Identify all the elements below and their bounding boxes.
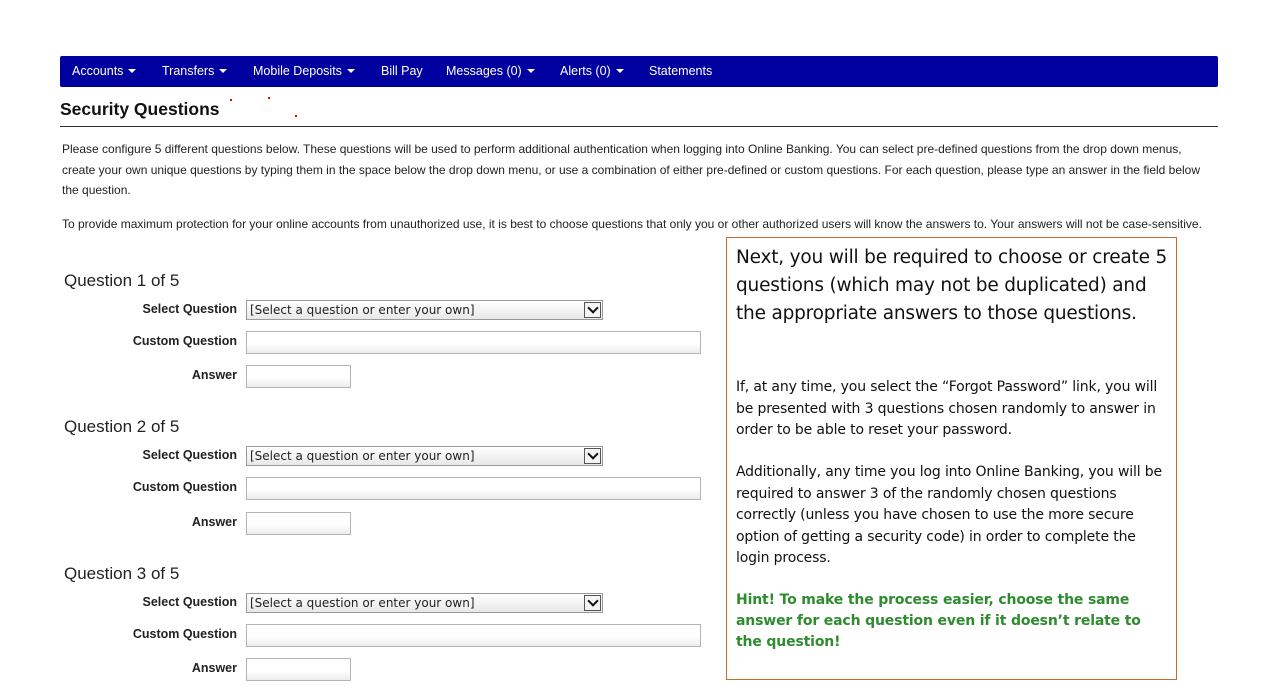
page-title: Security Questions <box>60 99 220 119</box>
question-2-select[interactable] <box>246 446 603 466</box>
select-question-label: Select Question <box>142 302 237 316</box>
nav-mobile-deposits-label: Mobile Deposits <box>253 64 342 78</box>
main-nav <box>60 56 1218 87</box>
custom-question-label: Custom Question <box>132 627 237 641</box>
caret-down-icon <box>219 69 227 73</box>
question-3-custom-input[interactable] <box>246 624 701 647</box>
intro-paragraph: Please configure 5 different questions below. These questions will be used to perform additional authentication when logging into Online Banking. You can select pre-defined questions from the drop down menus, create your own unique questions by typing them in the space below the drop down menu, or use a combination of either pre-defined or custom questions. For each question, please type an answer in the field below the question. <box>62 142 1201 197</box>
question-1-heading: Question 1 of 5 <box>64 271 180 290</box>
nav-transfers[interactable] <box>162 56 227 87</box>
artifact-dot <box>230 99 232 101</box>
question-1-select-value: [Select a question or enter your own] <box>250 303 475 317</box>
answer-label: Answer <box>191 515 237 529</box>
instruction-callout <box>726 237 1177 680</box>
question-2-answer-input[interactable] <box>246 512 351 535</box>
question-2-select-value: [Select a question or enter your own] <box>250 449 475 463</box>
nav-alerts[interactable] <box>560 56 624 87</box>
question-3-select[interactable] <box>246 593 603 613</box>
custom-question-label: Custom Question <box>132 480 237 494</box>
question-3-select-value: [Select a question or enter your own] <box>250 596 475 610</box>
chevron-down-icon <box>584 302 601 318</box>
callout-lead-text: Next, you will be required to choose or create 5 questions (which may not be duplicated) and the appropriate answers to those questions. <box>736 247 1168 324</box>
nav-messages[interactable] <box>446 56 535 87</box>
artifact-dot <box>268 97 270 99</box>
answer-label: Answer <box>191 661 237 675</box>
question-1-custom-input[interactable] <box>246 331 701 354</box>
caret-down-icon <box>527 69 535 73</box>
chevron-down-icon <box>584 595 601 611</box>
select-question-label: Select Question <box>142 595 237 609</box>
intro-paragraph-security: To provide maximum protection for your online accounts from unauthorized use, it is best to choose questions that only you or other authorized users will know the answers to. Your answers will not be case-sensitive. <box>62 217 1202 231</box>
answer-label: Answer <box>191 368 237 382</box>
nav-alerts-label: Alerts (0) <box>560 64 611 78</box>
chevron-down-icon <box>584 448 601 464</box>
caret-down-icon <box>347 69 355 73</box>
question-3-heading: Question 3 of 5 <box>64 564 180 583</box>
question-1-answer-input[interactable] <box>246 365 351 388</box>
nav-statements[interactable] <box>649 56 712 87</box>
caret-down-icon <box>128 69 136 73</box>
nav-accounts[interactable] <box>72 56 136 87</box>
nav-bill-pay[interactable] <box>381 56 423 87</box>
nav-statements-label: Statements <box>649 64 713 78</box>
nav-mobile-deposits[interactable] <box>253 56 355 87</box>
question-3-answer-input[interactable] <box>246 658 351 681</box>
nav-accounts-label: Accounts <box>72 64 124 78</box>
nav-bill-pay-label: Bill Pay <box>381 64 423 78</box>
caret-down-icon <box>616 69 624 73</box>
custom-question-label: Custom Question <box>132 334 237 348</box>
callout-login-text: Additionally, any time you log into Online Banking, you will be required to answer 3 of the randomly chosen questions correctly (unless you have chosen to use the more secure option of getting a security code) in order to complete the login process. <box>736 464 1162 566</box>
callout-hint-text: Hint! To make the process easier, choose the same answer for each question even if it doesn’t relate to the question! <box>736 592 1141 650</box>
title-divider <box>60 126 1218 127</box>
select-question-label: Select Question <box>142 448 237 462</box>
nav-messages-label: Messages (0) <box>446 64 522 78</box>
question-1-select[interactable] <box>246 300 603 320</box>
nav-transfers-label: Transfers <box>162 64 215 78</box>
question-2-custom-input[interactable] <box>246 477 701 500</box>
artifact-dot <box>295 115 297 117</box>
question-2-heading: Question 2 of 5 <box>64 417 180 436</box>
callout-forgot-password-text: If, at any time, you select the “Forgot Password” link, you will be presented with 3 questions chosen randomly to answer in order to be able to reset your password. <box>736 379 1158 438</box>
